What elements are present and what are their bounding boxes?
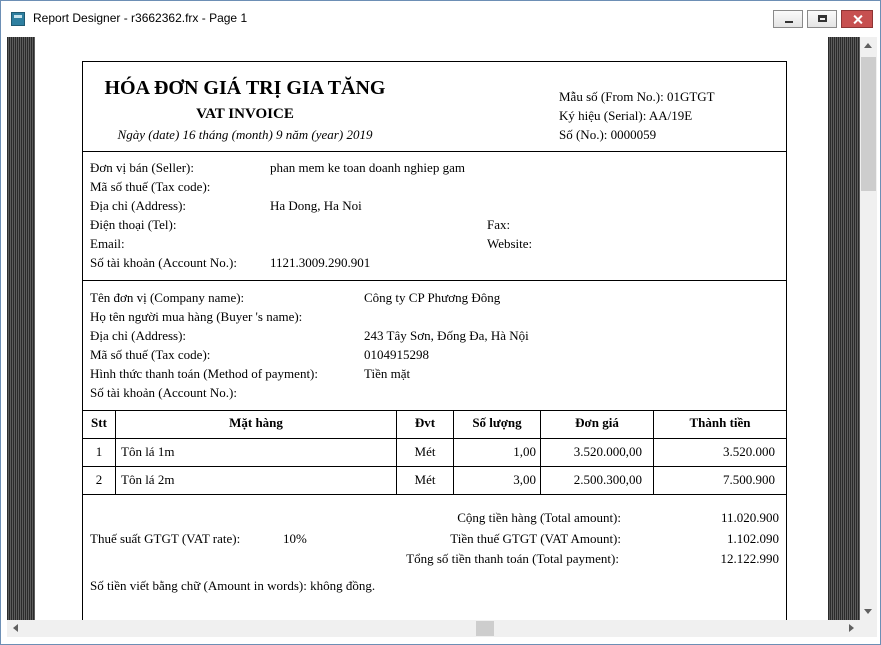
table-header-border bbox=[83, 438, 786, 439]
divider bbox=[83, 151, 786, 152]
col-header-unit: Đvt bbox=[414, 415, 436, 430]
amount-in-words: Số tiền viết bằng chữ (Amount in words): không đồng. bbox=[90, 578, 376, 593]
page-margin-right bbox=[828, 37, 860, 620]
table-row-2-item: Tôn lá 2m bbox=[121, 472, 175, 487]
report-page bbox=[35, 37, 828, 620]
vat-rate-label: Thuế suất GTGT (VAT rate): bbox=[90, 531, 241, 546]
table-top-border bbox=[83, 410, 786, 411]
table-row-2-total: 7.500.900 bbox=[723, 472, 775, 487]
close-button[interactable] bbox=[841, 10, 873, 28]
total-amount-label: Cộng tiền hàng (Total amount): bbox=[457, 510, 621, 525]
report-icon bbox=[11, 12, 25, 26]
buyer-name-label: Họ tên người mua hàng (Buyer 's name): bbox=[90, 309, 303, 324]
vat-amount-label: Tiền thuế GTGT (VAT Amount): bbox=[450, 531, 621, 546]
table-row-2-qty: 3,00 bbox=[513, 472, 536, 487]
seller-address-label: Địa chỉ (Address): bbox=[90, 198, 187, 213]
total-payment: 12.122.990 bbox=[720, 551, 779, 566]
seller-fax-label: Fax: bbox=[487, 217, 511, 232]
invoice-subtitle: VAT INVOICE bbox=[196, 106, 294, 122]
table-row-1-qty: 1,00 bbox=[513, 444, 536, 459]
table-row-1-price: 3.520.000,00 bbox=[573, 444, 642, 459]
invoice-date: Ngày (date) 16 tháng (month) 9 năm (year) 2019 bbox=[117, 127, 373, 142]
col-header-stt: Stt bbox=[91, 415, 107, 430]
horizontal-scroll-thumb[interactable] bbox=[476, 621, 494, 636]
payment-method-label: Hình thức thanh toán (Method of payment): bbox=[90, 366, 318, 381]
col-header-total: Thành tiền bbox=[689, 415, 751, 430]
table-row-2-price: 2.500.300,00 bbox=[573, 472, 642, 487]
table-row-2-unit: Mét bbox=[414, 472, 436, 487]
invoice-title: HÓA ĐƠN GIÁ TRỊ GIA TĂNG bbox=[104, 77, 386, 99]
page-margin-left bbox=[7, 37, 35, 620]
form-number: Mẫu số (From No.): 01GTGT bbox=[559, 89, 715, 104]
vat-amount: 1.102.090 bbox=[727, 531, 779, 546]
maximize-button[interactable] bbox=[807, 10, 837, 28]
buyer-company: Công ty CP Phương Đông bbox=[364, 290, 501, 305]
seller-name: phan mem ke toan doanh nghiep gam bbox=[270, 160, 465, 175]
invoice-number: Số (No.): 0000059 bbox=[559, 127, 657, 142]
table-bottom-border bbox=[83, 494, 786, 495]
col-header-qty: Số lượng bbox=[472, 415, 522, 430]
scroll-left-icon[interactable] bbox=[13, 624, 18, 632]
divider bbox=[83, 280, 786, 281]
seller-tel-label: Điện thoại (Tel): bbox=[90, 217, 177, 232]
total-amount: 11.020.900 bbox=[720, 510, 779, 525]
seller-account: 1121.3009.290.901 bbox=[270, 255, 371, 270]
scroll-down-icon[interactable] bbox=[864, 609, 872, 614]
seller-website-label: Website: bbox=[487, 236, 533, 251]
buyer-tax-label: Mã số thuế (Tax code): bbox=[90, 347, 211, 362]
col-header-price: Đơn giá bbox=[575, 415, 619, 430]
vertical-scrollbar[interactable] bbox=[860, 37, 877, 620]
table-row-1-unit: Mét bbox=[414, 444, 436, 459]
seller-email-label: Email: bbox=[90, 236, 125, 251]
title-bar[interactable] bbox=[1, 1, 880, 37]
total-payment-label: Tổng số tiền thanh toán (Total payment): bbox=[406, 551, 619, 566]
col-header-item: Mặt hàng bbox=[229, 415, 283, 430]
table-row-2-stt: 2 bbox=[95, 472, 103, 487]
invoice-frame bbox=[82, 61, 787, 620]
buyer-account-label: Số tài khoản (Account No.): bbox=[90, 385, 237, 400]
buyer-address-label: Địa chỉ (Address): bbox=[90, 328, 187, 343]
buyer-company-label: Tên đơn vị (Company name): bbox=[90, 290, 245, 305]
scroll-right-icon[interactable] bbox=[849, 624, 854, 632]
table-row-1-total: 3.520.000 bbox=[723, 444, 775, 459]
buyer-address: 243 Tây Sơn, Đống Đa, Hà Nội bbox=[364, 328, 529, 343]
table-row-1-item: Tôn lá 1m bbox=[121, 444, 175, 459]
seller-tax-label: Mã số thuế (Tax code): bbox=[90, 179, 211, 194]
serial-number: Ký hiệu (Serial): AA/19E bbox=[559, 108, 693, 123]
vertical-scroll-thumb[interactable] bbox=[861, 57, 876, 191]
buyer-tax: 0104915298 bbox=[364, 347, 429, 362]
horizontal-scrollbar[interactable] bbox=[7, 620, 860, 637]
seller-name-label: Đơn vị bán (Seller): bbox=[90, 160, 194, 175]
window-title: Report Designer - r3662362.frx - Page 1 bbox=[33, 11, 248, 25]
table-row-1-stt: 1 bbox=[95, 444, 103, 459]
payment-method: Tiền mặt bbox=[364, 366, 411, 381]
seller-account-label: Số tài khoản (Account No.): bbox=[90, 255, 237, 270]
scroll-up-icon[interactable] bbox=[864, 43, 872, 48]
preview-canvas bbox=[7, 37, 860, 620]
seller-address: Ha Dong, Ha Noi bbox=[270, 198, 362, 213]
vat-rate: 10% bbox=[283, 531, 307, 546]
scrollbar-corner bbox=[860, 620, 877, 637]
table-row-border bbox=[83, 466, 786, 467]
minimize-button[interactable] bbox=[773, 10, 803, 28]
